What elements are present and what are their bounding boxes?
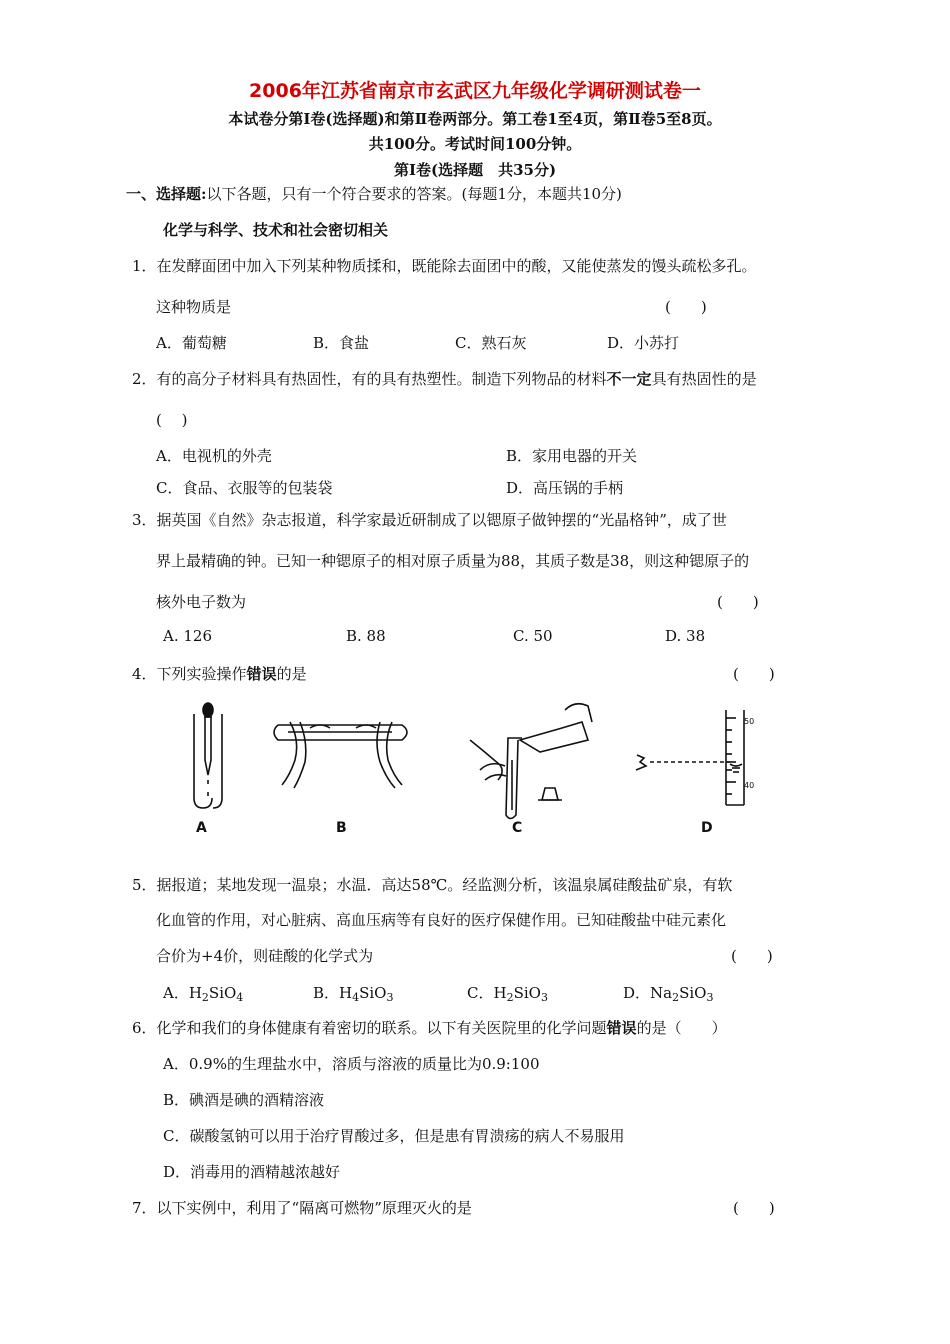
- q6-option-b: B．碘酒是碘的酒精溶液: [163, 1091, 325, 1109]
- q2-bracket: ( ): [156, 411, 188, 429]
- q4-bracket: ( ): [733, 665, 775, 683]
- q5-b-mid: SiO: [359, 984, 387, 1002]
- q3-option-c: C. 50: [513, 627, 553, 645]
- q2-option-c: C．食品、衣服等的包装袋: [156, 479, 333, 497]
- q6-stem-emphasis: 错误: [606, 1019, 637, 1037]
- q5-b-pre: B．H: [313, 984, 353, 1002]
- q2-option-b: B．家用电器的开关: [506, 447, 638, 465]
- q5-c-mid: SiO: [513, 984, 541, 1002]
- q2-option-a: A．电视机的外壳: [156, 447, 272, 465]
- q5-stem-3: 合价为+4价，则硅酸的化学式为: [156, 947, 374, 965]
- q1-option-c: C．熟石灰: [455, 334, 527, 352]
- q4-stem-pre: 4．下列实验操作: [132, 665, 247, 683]
- q3-stem-3: 核外电子数为: [156, 593, 247, 611]
- q6-option-d: D．消毒用的酒精越浓越好: [163, 1163, 341, 1181]
- q5-b-sub2: 3: [386, 991, 394, 1004]
- q1-option-b: B．食盐: [313, 334, 370, 352]
- q5-d-sub2: 3: [706, 991, 714, 1004]
- q1-bracket: ( ): [665, 298, 707, 316]
- figure-b-hands-holding-tube: [274, 722, 407, 788]
- cylinder-mark-50: 50: [744, 717, 755, 726]
- figure-label-b: B: [336, 820, 347, 836]
- q2-stem-post: 具有热固性的是: [651, 370, 757, 388]
- q5-stem-2: 化血管的作用，对心脏病、高血压病等有良好的医疗保健作用。已知硅酸盐中硅元素化: [156, 911, 727, 929]
- q5-a-mid: SiO: [208, 984, 237, 1002]
- q5-d-sub1: 2: [672, 991, 680, 1004]
- q5-stem: 5．据报道；某地发现一温泉；水温．高达58℃。经监测分析，该温泉属硅酸盐矿泉，有软: [132, 876, 733, 894]
- figure-label-a: A: [196, 820, 207, 836]
- intro-line-1: 本试卷分第Ⅰ卷(选择题)和第Ⅱ卷两部分。第工卷1至4页，第Ⅱ卷5至8页。: [228, 110, 722, 128]
- q4-stem-post: 的是: [276, 665, 307, 683]
- q5-bracket: ( ): [731, 947, 773, 965]
- part-title: 第Ⅰ卷(选择题 共35分): [393, 161, 557, 179]
- q3-stem-2: 界上最精确的钟。已知一种锶原子的相对原子质量为88，其质子数是38，则这种锶原子的: [156, 552, 750, 570]
- q6-stem-pre: 6．化学和我们的身体健康有着密切的联系。以下有关医院里的化学问题: [132, 1019, 607, 1037]
- figure-label-d: D: [701, 820, 713, 836]
- q6-stem-post: 的是（ ）: [636, 1019, 727, 1037]
- q5-d-mid: SiO: [679, 984, 707, 1002]
- page-title: 2006年江苏省南京市玄武区九年级化学调研测试卷一: [249, 80, 701, 102]
- q3-bracket: ( ): [717, 593, 759, 611]
- q3-option-d: D. 38: [665, 627, 706, 645]
- q5-a-pre: A．H: [163, 984, 202, 1002]
- q5-b-sub1: 4: [352, 991, 360, 1004]
- q2-stem: [132, 368, 757, 389]
- q5-option-b: [313, 982, 393, 1003]
- q4-stem: [132, 663, 307, 684]
- q2-stem-pre: 2．有的高分子材料具有热固性，有的具有热塑性。制造下列物品的材料: [132, 370, 607, 388]
- q5-a-sub2: 4: [236, 991, 244, 1004]
- q3-stem: 3．据英国《自然》杂志报道，科学家最近研制成了以锶原子做钟摆的“光晶格钟”，成了世: [132, 511, 727, 529]
- subheading: 化学与科学、技术和社会密切相关: [163, 221, 389, 239]
- q5-c-pre: C．H: [467, 984, 507, 1002]
- q3-option-a: A. 126: [163, 627, 212, 645]
- q5-c-sub2: 3: [540, 991, 548, 1004]
- q5-option-a: [163, 982, 243, 1003]
- q5-d-pre: D．Na: [623, 984, 673, 1002]
- q5-c-sub1: 2: [506, 991, 514, 1004]
- section-1-header: [126, 183, 622, 204]
- section-1-heading: 一、选择题:: [126, 185, 207, 203]
- q5-option-d: [623, 982, 713, 1003]
- q4-figure: [170, 700, 770, 820]
- q7-stem: 7．以下实例中，利用了“隔离可燃物”原理灭火的是: [132, 1199, 472, 1217]
- q1-option-d: D．小苏打: [607, 334, 680, 352]
- q6-option-c: C．碳酸氢钠可以用于治疗胃酸过多，但是患有胃溃疡的病人不易服用: [163, 1127, 625, 1145]
- q1-option-a: A．葡萄糖: [156, 334, 227, 352]
- intro-line-2: 共100分。考试时间100分钟。: [368, 135, 582, 153]
- q1-stem: 1．在发酵面团中加入下列某种物质揉和，既能除去面团中的酸，又能使蒸发的馒头疏松多孔。: [132, 257, 757, 275]
- q7-bracket: ( ): [733, 1199, 775, 1217]
- q4-stem-emphasis: 错误: [246, 665, 277, 683]
- figure-a-dropper-in-tube: [194, 703, 222, 808]
- q5-a-sub1: 2: [201, 991, 209, 1004]
- q6-stem: [132, 1017, 727, 1038]
- q6-option-a: A．0.9%的生理盐水中，溶质与溶液的质量比为0.9:100: [163, 1055, 540, 1073]
- q3-option-b: B. 88: [346, 627, 386, 645]
- cylinder-mark-40: 40: [744, 781, 755, 790]
- q2-option-d: D．高压锅的手柄: [506, 479, 624, 497]
- figure-label-c: C: [512, 820, 523, 836]
- q5-option-c: [467, 982, 548, 1003]
- figure-c-pouring-liquid: [470, 704, 592, 819]
- q1-stem-2: 这种物质是: [156, 298, 232, 316]
- figure-d-read-cylinder: [636, 710, 744, 805]
- section-1-desc: 以下各题，只有一个符合要求的答案。(每题1分，本题共10分): [206, 185, 622, 203]
- q2-stem-emphasis: 不一定: [606, 370, 652, 388]
